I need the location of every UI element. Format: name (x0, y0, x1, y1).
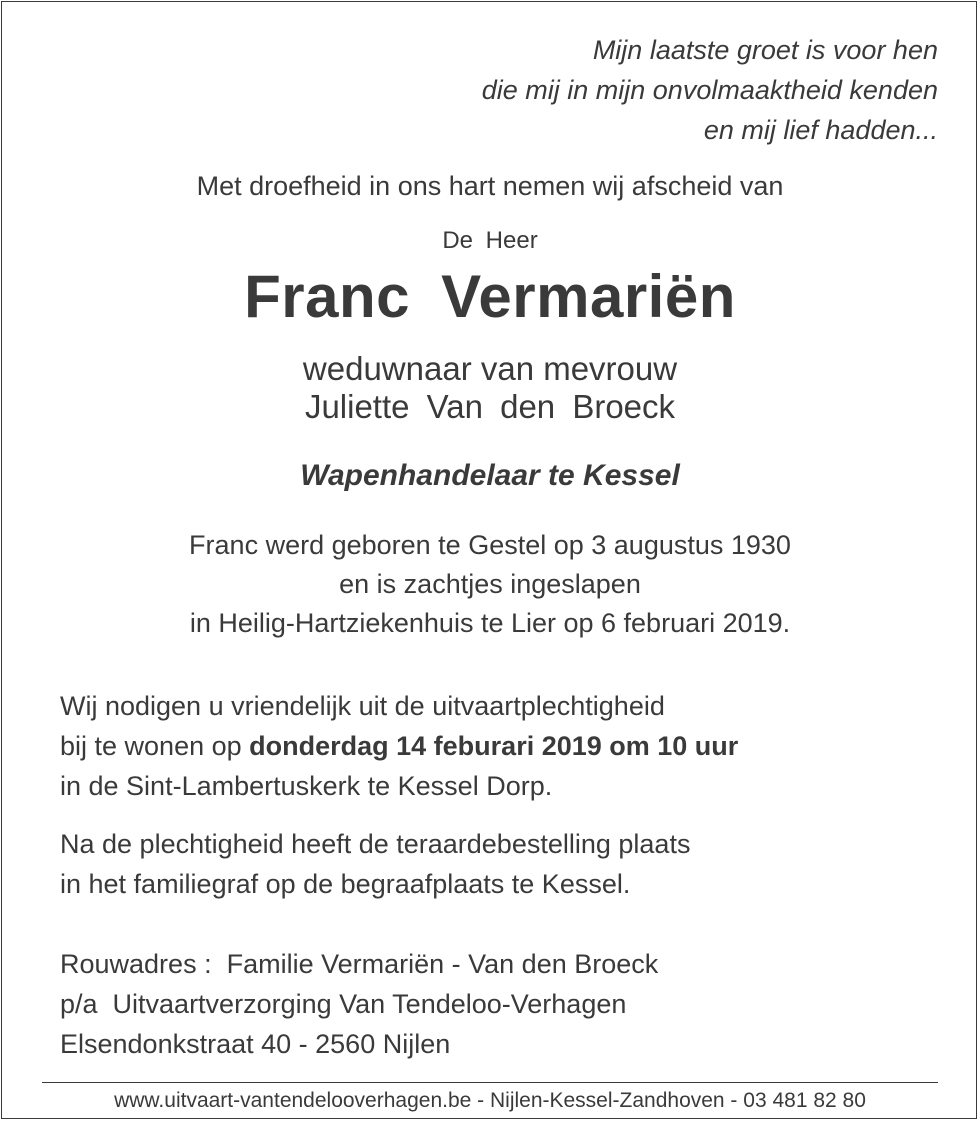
address-line-3: Elsendonkstraat 40 - 2560 Nijlen (60, 1029, 451, 1059)
poem-line: en mij lief hadden... (703, 115, 938, 145)
poem (482, 30, 938, 150)
ceremony-prefix: bij te wonen op (60, 731, 250, 761)
bio-line: Franc werd geboren te Gestel op 3 augustus 1930 (189, 530, 791, 560)
poem-line: Mijn laatste groet is voor hen (592, 35, 938, 65)
ceremony-line-1: Wij nodigen u vriendelijk uit de uitvaartplechtigheid (60, 691, 665, 721)
address-line-2: p/a Uitvaartverzorging Van Tendeloo-Verhagen (60, 989, 627, 1019)
footer-divider (42, 1082, 938, 1083)
spouse-info (0, 350, 980, 426)
burial-info (60, 824, 690, 904)
occupation: Wapenhandelaar te Kessel (300, 459, 680, 492)
footer-contact: www.uitvaart-vantendelooverhagen.be - Nijlen-Kessel-Zandhoven - 03 481 82 80 (114, 1089, 866, 1112)
burial-line-2: in het familiegraf op de begraafplaats te Kessel. (60, 869, 631, 899)
deceased-title: De Heer (442, 227, 538, 254)
ceremony-line-2 (60, 726, 738, 766)
ceremony-invitation (60, 686, 738, 806)
bio-line: en is zachtjes ingeslapen (339, 569, 641, 599)
poem-line: die mij in mijn onvolmaaktheid kenden (481, 75, 938, 105)
intro-text: Met droefheid in ons hart nemen wij afscheid van (196, 171, 784, 201)
ceremony-line-3: in de Sint-Lambertuskerk te Kessel Dorp. (60, 771, 553, 801)
ceremony-datetime: donderdag 14 feburari 2019 om 10 uur (249, 731, 739, 761)
burial-line-1: Na de plechtigheid heeft de teraardebestelling plaats (60, 829, 691, 859)
address-line-1: Rouwadres : Familie Vermariën - Van den Broeck (60, 949, 659, 979)
spouse-line-1: weduwnaar van mevrouw (302, 350, 678, 387)
spouse-name: Juliette Van den Broeck (304, 388, 676, 425)
deceased-name: Franc Vermariën (244, 263, 736, 330)
biography (0, 526, 980, 643)
bio-line: in Heilig-Hartziekenhuis te Lier op 6 februari 2019. (189, 608, 791, 638)
mourning-address (60, 944, 658, 1064)
